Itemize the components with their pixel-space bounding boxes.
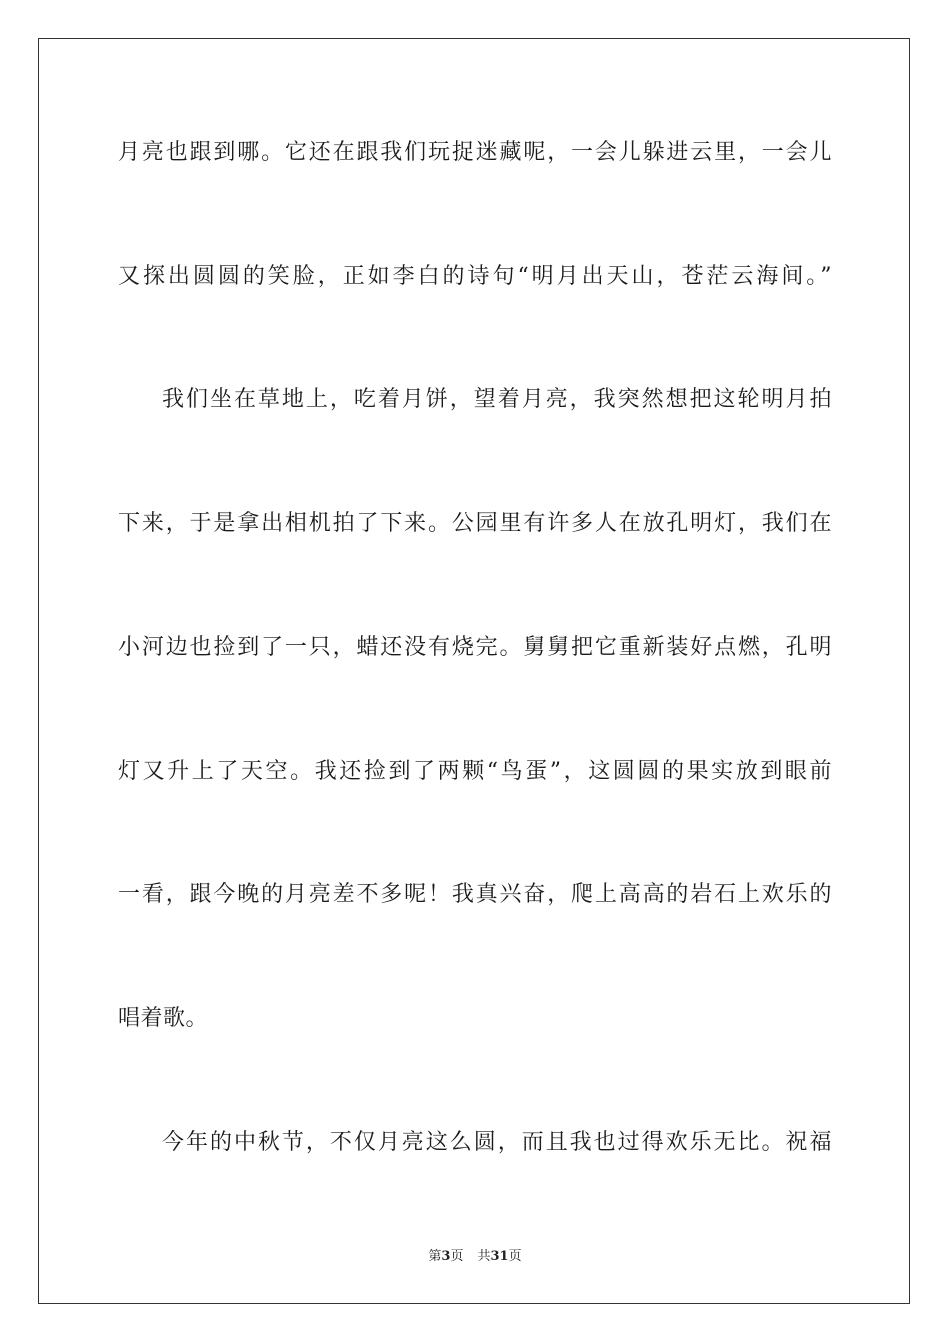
page-number: 3 [441,1249,451,1264]
paragraph-end-line: 唱着歌。 [118,1006,209,1031]
page-prefix: 第 [428,1249,442,1264]
text-line: 又探出圆圆的笑脸，正如李白的诗句“明月出天山，苍茫云海间。” [118,264,832,289]
paragraph-start-line: 今年的中秋节，不仅月亮这么圆，而且我也过得欢乐无比。祝福 [162,1130,832,1155]
total-pages: 31 [490,1249,509,1264]
total-prefix: 共 [477,1249,491,1264]
page-footer [0,1248,950,1266]
text-line: 下来，于是拿出相机拍了下来。公园里有许多人在放孔明灯，我们在 [118,511,832,536]
page-border [38,38,910,1304]
text-line: 月亮也跟到哪。它还在跟我们玩捉迷藏呢，一会儿躲进云里，一会儿 [118,140,832,165]
text-line: 小河边也捡到了一只，蜡还没有烧完。舅舅把它重新装好点燃，孔明 [118,635,832,660]
text-line: 一看，跟今晚的月亮差不多呢！我真兴奋，爬上高高的岩石上欢乐的 [118,882,832,907]
total-suffix: 页 [508,1249,522,1264]
page-suffix: 页 [450,1249,464,1264]
paragraph-start-line: 我们坐在草地上，吃着月饼，望着月亮，我突然想把这轮明月拍 [162,387,832,412]
text-line: 灯又升上了天空。我还捡到了两颗“鸟蛋”，这圆圆的果实放到眼前 [118,759,832,784]
